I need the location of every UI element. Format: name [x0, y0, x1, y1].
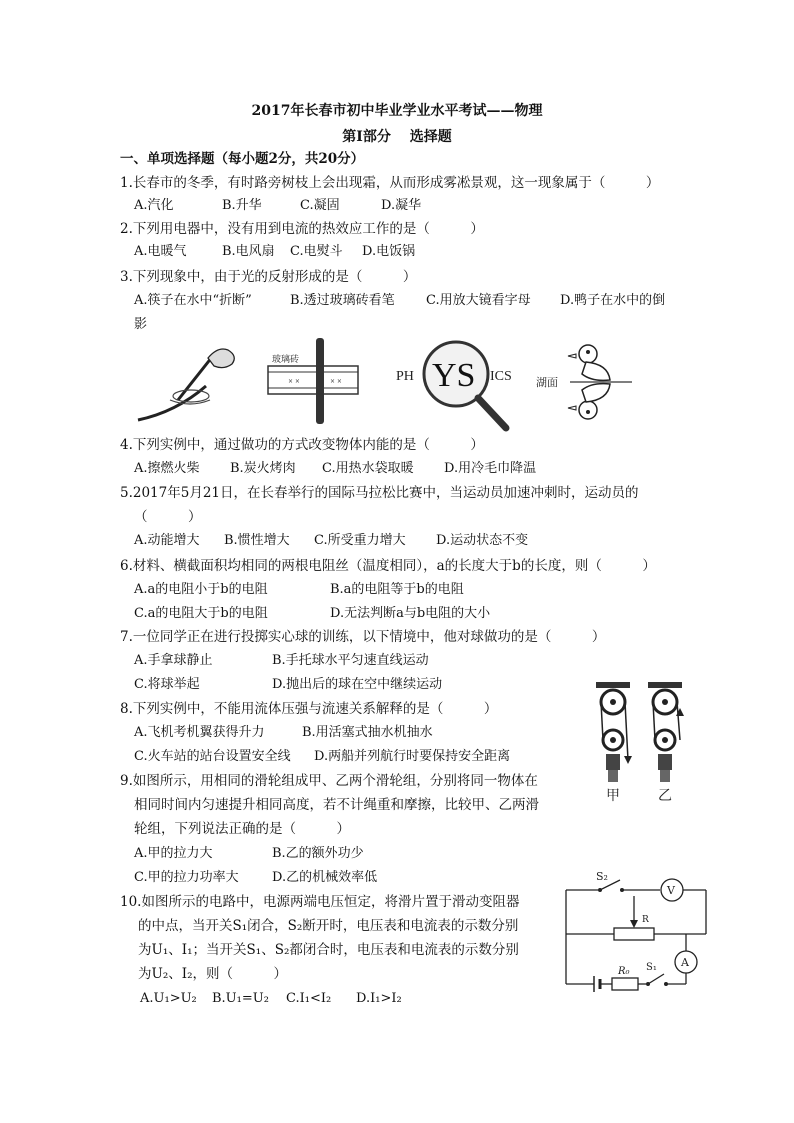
pulley-figure — [586, 680, 696, 810]
q2-option-c: C.电熨斗 — [290, 244, 343, 259]
q1-option-c: C.凝固 — [300, 198, 340, 213]
lake-label: 湖面 — [536, 376, 558, 389]
q8-option-c: C.火车站的站台设置安全线 — [134, 749, 291, 764]
q6-option-a: A.a的电阻小于b的电阻 — [134, 582, 268, 597]
question-5: 5.2017年5月21日，在长春举行的国际马拉松比赛中，当运动员加速冲刺时，运动员的 — [120, 485, 639, 501]
circuit-figure — [558, 866, 718, 996]
q3-option-d: D.鸭子在水中的倒 — [560, 293, 666, 308]
question-9-line3: 轮组，下列说法正确的是（ ） — [134, 821, 350, 837]
question-10-line3: 为U₁、I₁；当开关S₁、S₂都闭合时，电压表和电流表的示数分别 — [138, 942, 519, 958]
q3-option-a: A.筷子在水中“折断” — [134, 293, 252, 308]
question-4: 4.下列实例中，通过做功的方式改变物体内能的是（ ） — [120, 437, 484, 453]
q4-option-c: C.用热水袋取暖 — [322, 461, 414, 476]
section-heading: 一、单项选择题（每小题2分，共20分） — [120, 151, 365, 167]
svg-text:× ×: × × — [330, 378, 342, 385]
q5-option-d: D.运动状态不变 — [436, 533, 529, 548]
magnifier-figure — [394, 340, 524, 432]
question-7: 7.一位同学正在进行投掷实心球的训练，以下情境中，他对球做功的是（ ） — [120, 629, 606, 645]
glass-brick-figure — [266, 336, 366, 426]
pulley-jia-label: 甲 — [606, 788, 620, 804]
q10-option-d: D.I₁>I₂ — [356, 991, 402, 1006]
s1-label: S₁ — [646, 962, 657, 973]
physics-ics: ICS — [490, 369, 512, 384]
q10-option-c: C.I₁<I₂ — [286, 991, 332, 1006]
q8-option-b: B.用活塞式抽水机抽水 — [302, 725, 433, 740]
ammeter-label: A — [681, 956, 689, 969]
physics-ys: YS — [432, 357, 476, 394]
r0-label: R₀ — [618, 966, 630, 977]
voltmeter-label: V — [667, 884, 675, 897]
q10-option-b: B.U₁=U₂ — [212, 991, 269, 1006]
q2-option-b: B.电风扇 — [222, 244, 275, 259]
q5-option-a: A.动能增大 — [134, 533, 200, 548]
q9-option-b: B.乙的额外功少 — [272, 846, 364, 861]
s2-label: S₂ — [596, 870, 608, 883]
q3-option-c: C.用放大镜看字母 — [426, 293, 531, 308]
q3-option-d-cont: 影 — [134, 317, 148, 332]
q1-option-a: A.汽化 — [134, 198, 174, 213]
q1-option-b: B.升华 — [222, 198, 262, 213]
question-3: 3.下列现象中，由于光的反射形成的是（ ） — [120, 269, 417, 285]
q6-option-d: D.无法判断a与b电阻的大小 — [330, 606, 491, 621]
q7-option-b: B.手托球水平匀速直线运动 — [272, 653, 429, 668]
q3-option-b: B.透过玻璃砖看笔 — [290, 293, 395, 308]
q10-option-a: A.U₁>U₂ — [140, 991, 197, 1006]
q4-option-d: D.用冷毛巾降温 — [444, 461, 537, 476]
q1-option-d: D.凝华 — [381, 198, 422, 213]
q7-option-d: D.抛出后的球在空中继续运动 — [272, 677, 443, 692]
glass-brick-label: 玻璃砖 — [272, 355, 300, 365]
q2-option-d: D.电饭锅 — [362, 244, 416, 259]
exam-title: 2017年长春市初中毕业学业水平考试——物理 — [251, 103, 543, 119]
q8-option-d: D.两船并列航行时要保持安全距离 — [314, 749, 511, 764]
duck-figure — [536, 340, 636, 430]
question-6: 6.材料、横截面积均相同的两根电阻丝（温度相同），a的长度大于b的长度，则（ ） — [120, 558, 656, 574]
part-title: 第Ⅰ部分 选择题 — [342, 129, 452, 145]
q9-option-a: A.甲的拉力大 — [134, 846, 213, 861]
question-1: 1.长春市的冬季，有时路旁树枝上会出现霜，从而形成雾凇景观，这一现象属于（ ） — [120, 175, 660, 191]
q5-option-c: C.所受重力增大 — [314, 533, 406, 548]
q5-option-b: B.惯性增大 — [224, 533, 290, 548]
q2-option-a: A.电暖气 — [134, 244, 187, 259]
question-10-line2: 的中点，当开关S₁闭合，S₂断开时，电压表和电流表的示数分别 — [138, 918, 519, 934]
q9-option-d: D.乙的机械效率低 — [272, 870, 378, 885]
q7-option-a: A.手拿球静止 — [134, 653, 213, 668]
question-5-cont: （ ） — [134, 509, 202, 525]
question-9-line1: 9.如图所示，用相同的滑轮组成甲、乙两个滑轮组，分别将同一物体在 — [120, 773, 538, 789]
q7-option-c: C.将球举起 — [134, 677, 200, 692]
q9-option-c: C.甲的拉力功率大 — [134, 870, 239, 885]
q6-option-b: B.a的电阻等于b的电阻 — [330, 582, 464, 597]
q4-option-b: B.炭火烤肉 — [230, 461, 296, 476]
q8-option-a: A.飞机考机翼获得升力 — [134, 725, 265, 740]
question-8: 8.下列实例中，不能用流体压强与流速关系解释的是（ ） — [120, 701, 498, 717]
q4-option-a: A.擦燃火柴 — [134, 461, 200, 476]
q6-option-c: C.a的电阻大于b的电阻 — [134, 606, 268, 621]
physics-ph: PH — [396, 369, 414, 384]
question-2: 2.下列用电器中，没有用到电流的热效应工作的是（ ） — [120, 221, 484, 237]
question-10-line4: 为U₂、I₂，则（ ） — [138, 966, 288, 982]
chopsticks-figure — [136, 340, 246, 422]
rheostat-label: R — [642, 915, 649, 925]
pulley-yi-label: 乙 — [658, 788, 672, 804]
svg-text:× ×: × × — [288, 378, 300, 385]
question-9-line2: 相同时间内匀速提升相同高度，若不计绳重和摩擦，比较甲、乙两滑 — [134, 797, 539, 813]
question-10-line1: 10.如图所示的电路中，电源两端电压恒定，将滑片置于滑动变阻器 — [120, 894, 520, 910]
